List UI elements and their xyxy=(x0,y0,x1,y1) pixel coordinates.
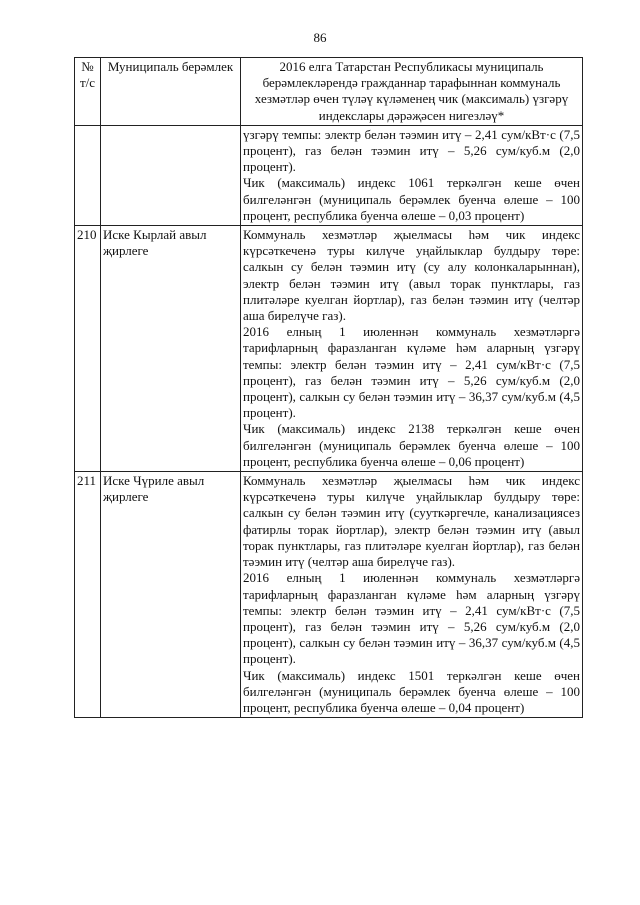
cell-number xyxy=(75,125,101,225)
paragraph: 2016 елның 1 июленнән коммуналь хезмәтләргә тарифларның фаразланган күләме һәм аларның үзгәрү темпы: электр белән тәэмин итү – 2,41 сум/кВт·с (7,5 процент), газ белән тәэмин итү – 5,26 сум/куб.м (2,0 процент), салкын су белән тәэмин итү – 36,37 сум/куб.м (4,5 процент). xyxy=(243,324,580,421)
cell-justification xyxy=(241,226,583,472)
table-row xyxy=(75,226,583,472)
cell-number: 210 xyxy=(75,226,101,472)
paragraph: Коммуналь хезмәтләр җыелмасы һәм чик индекс күрсәткеченә туры килүче уңайлыклар булдыру төре: салкын су белән тәэмин итү (су алу колонкаларыннан), электр белән тәэмин итү (авыл торак пунктлары, газ плитәләре куелган йортлар), газ белән тәэмин итү (челтәр аша бирелүче газ). xyxy=(243,227,580,324)
header-municipality: Муниципаль берәмлек xyxy=(101,58,241,126)
table-row xyxy=(75,472,583,718)
cell-justification xyxy=(241,472,583,718)
table-header-row xyxy=(75,58,583,126)
cell-municipality: Иске Чүриле авыл җирлеге xyxy=(101,472,241,718)
paragraph: Чик (максималь) индекс 1501 теркәлгән кеше өчен билгеләнгән (муниципаль берәмлек буенча өлеше – 100 процент, республика буенча өлеше – 0,04 процент) xyxy=(243,667,580,715)
paragraph: Чик (максималь) индекс 2138 теркәлгән кеше өчен билгеләнгән (муниципаль берәмлек буенча өлеше – 100 процент, республика буенча өлеше – 0,06 процент) xyxy=(243,421,580,469)
paragraph: Коммуналь хезмәтләр җыелмасы һәм чик индекс күрсәткеченә туры килүче уңайлыклар булдыру төре: салкын су белән тәэмин итү (сууткәргечле, канализациясез фатирлы торак йортлар), электр белән тәэмин итү (авыл торак пунктлары, газ плитәләре куелган йортлар), газ белән тәэмин итү (челтәр аша бирелүче газ). xyxy=(243,473,580,570)
paragraph: Чик (максималь) индекс 1061 теркәлгән кеше өчен билгеләнгән (муниципаль берәмлек буенча өлеше – 100 процент, республика буенча өлеше – 0,03 процент) xyxy=(243,175,580,223)
cell-municipality: Иске Кырлай авыл җирлеге xyxy=(101,226,241,472)
header-justification: 2016 елга Татарстан Республикасы муниципаль берәмлекләрендә гражданнар тарафыннан коммуналь хезмәтләр өчен түләү күләменең чик (максималь) үзгәрү индекслары дәрәҗәсен нигезләү* xyxy=(241,58,583,126)
paragraph: үзгәрү темпы: электр белән тәэмин итү – 2,41 сум/кВт·с (7,5 процент), газ белән тәэмин итү – 5,26 сум/куб.м (2,0 процент). xyxy=(243,126,580,175)
header-number: № т/с xyxy=(75,58,101,126)
cell-municipality xyxy=(101,125,241,225)
cell-justification xyxy=(241,125,583,225)
cell-number: 211 xyxy=(75,472,101,718)
page-number: 86 xyxy=(313,30,327,45)
paragraph: 2016 елның 1 июленнән коммуналь хезмәтләргә тарифларның фаразланган күләме һәм аларның үзгәрү темпы: электр белән тәэмин итү – 2,41 сум/кВт·с (7,5 процент), газ белән тәэмин итү – 5,26 сум/куб.м (2,0 процент), салкын су белән тәэмин итү – 36,37 сум/куб.м (4,5 процент). xyxy=(243,570,580,667)
table-row-continuation xyxy=(75,125,583,225)
tariff-index-table xyxy=(74,57,583,718)
